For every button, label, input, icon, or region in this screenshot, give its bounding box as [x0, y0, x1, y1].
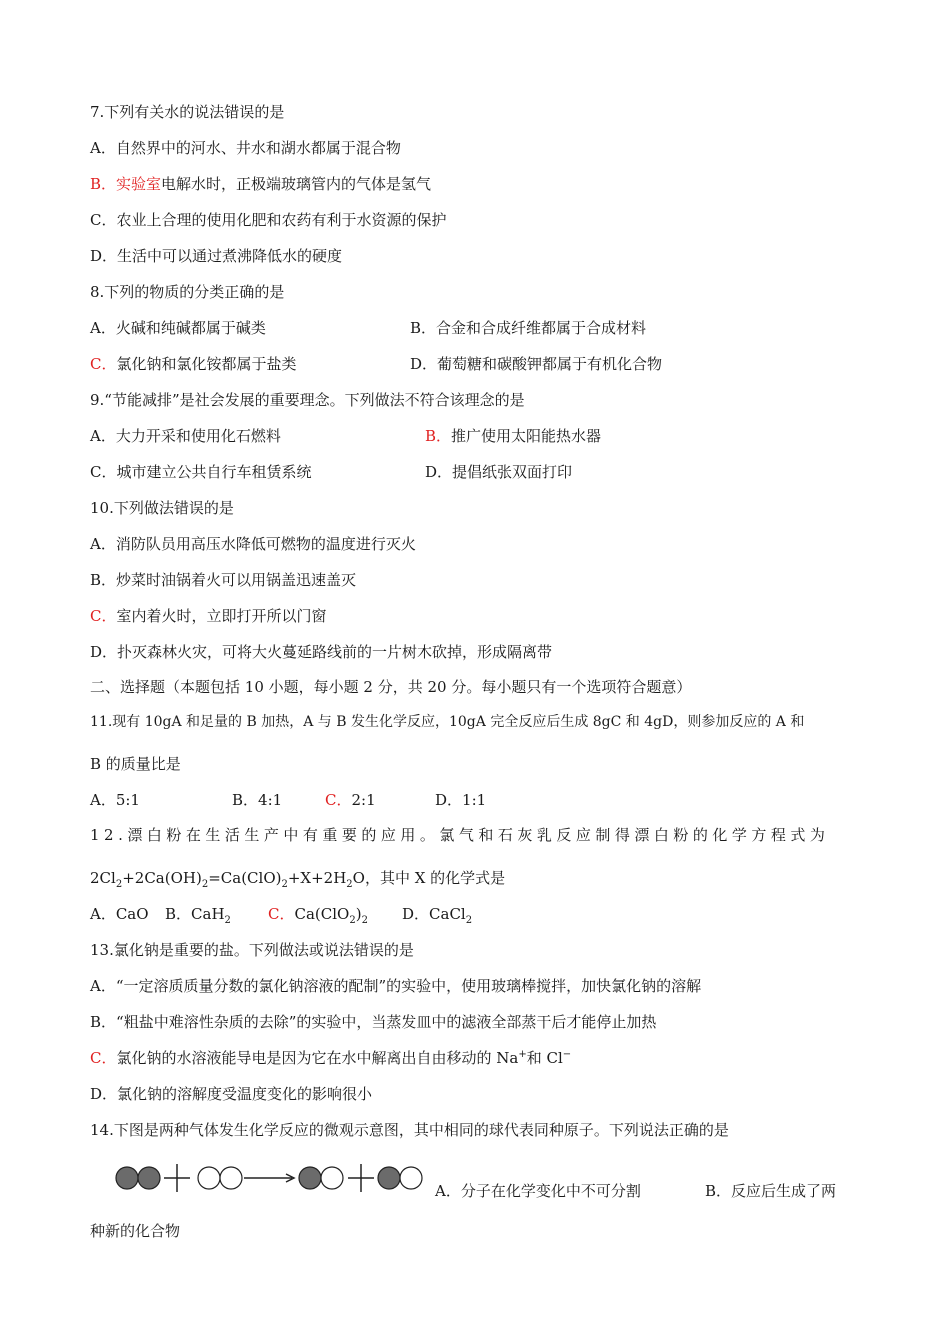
- q12-eq-part: 2Cl: [90, 869, 116, 887]
- q9-row-ab: [90, 426, 890, 446]
- q10-option-c-text: 室内着火时，立即打开所以门窗: [116, 607, 327, 625]
- q12-option-b: [165, 904, 231, 924]
- q12-option-b-sub: 2: [224, 915, 231, 926]
- q12-stem-line1: 12.漂白粉在生活生产中有重要的应用。氯气和石灰乳反应制得漂白粉的化学方程式为: [90, 826, 830, 844]
- q9-option-b-letter: B．: [425, 427, 452, 445]
- q12-eq-sub: 2: [346, 879, 353, 890]
- q11-option-a: A．5:1: [90, 791, 140, 809]
- q9-option-b: [425, 426, 601, 446]
- q12-eq-sub: 2: [115, 879, 123, 890]
- q11-stem-line1: 11.现有 10gA 和足量的 B 加热，A 与 B 发生化学反应，10gA 完全反应后生成 8gC 和 4gD，则参加反应的 A 和: [90, 714, 805, 730]
- q9-stem: 9.“节能减排”是社会发展的重要理念。下列做法不符合该理念的是: [90, 391, 525, 409]
- q9-option-b-text: 推广使用太阳能热水器: [451, 427, 602, 445]
- q11-stem-line2: B 的质量比是: [90, 755, 181, 773]
- q12-options: [90, 904, 590, 924]
- q8-option-a: A．火碱和纯碱都属于碱类: [90, 319, 266, 337]
- q13-option-b: B．“粗盐中难溶性杂质的去除”的实验中，当蒸发皿中的滤液全部蒸干后才能停止加热: [90, 1013, 657, 1031]
- q8-option-c: 氯化钠和氯化铵都属于盐类: [116, 355, 297, 373]
- reactant-molecule-2: [198, 1167, 242, 1189]
- q12-option-c-end-sub: 2: [361, 915, 368, 926]
- q9-option-c: C．城市建立公共自行车租赁系统: [90, 463, 312, 481]
- q7-option-a: A．自然界中的河水、井水和湖水都属于混合物: [90, 139, 401, 157]
- q13-option-c-sup: −: [562, 1049, 572, 1060]
- q11-option-b: B．4:1: [232, 791, 283, 809]
- product-molecule-1: [299, 1167, 343, 1189]
- q10-option-a: A．消防队员用高压水降低可燃物的温度进行灭火: [90, 535, 416, 553]
- q14-option-a: A．分子在化学变化中不可分割: [435, 1182, 641, 1200]
- q12-eq-part: +2Ca(OH): [122, 869, 202, 887]
- q12-option-a: A．CaO: [90, 905, 149, 923]
- q13-option-c-sup: +: [518, 1049, 527, 1060]
- reactant-molecule-1: [116, 1167, 160, 1189]
- q12-option-b-text: B．CaH: [165, 905, 225, 923]
- q7-stem: 7.下列有关水的说法错误的是: [90, 103, 285, 121]
- q12-option-c-sub: 2: [349, 915, 356, 926]
- q8-option-d: D．葡萄糖和碳酸钾都属于有机化合物: [410, 355, 663, 373]
- q13-option-c: [90, 1048, 571, 1068]
- q9-row-cd: [90, 462, 890, 482]
- q8-row-ab: [90, 318, 890, 338]
- plus-sign: [164, 1164, 190, 1192]
- q10-option-b: B．炒菜时油锅着火可以用锅盖迅速盖灭: [90, 571, 357, 589]
- q11-options: [90, 790, 590, 810]
- q11-option-c-letter: C．: [325, 791, 352, 809]
- section-2-heading: 二、选择题（本题包括 10 小题，每小题 2 分，共 20 分。每小题只有一个选项符合题意）: [90, 678, 692, 696]
- q12-option-d-sub: 2: [465, 915, 473, 926]
- q12-eq-sub: 2: [201, 879, 209, 890]
- q11-option-c: [325, 790, 376, 810]
- q12-eq-part: O，其中 X 的化学式是: [352, 869, 506, 887]
- q12-option-d: [402, 904, 472, 924]
- q8-stem: 8.下列的物质的分类正确的是: [90, 283, 285, 301]
- q13-option-c-text: 氯化钠的水溶液能导电是因为它在水中解离出自由移动的 Na: [116, 1049, 519, 1067]
- q9-option-d: D．提倡纸张双面打印: [425, 463, 573, 481]
- q12-eq-sub: 2: [281, 879, 288, 890]
- q10-option-c-letter: C．: [90, 607, 117, 625]
- q10-option-c: [90, 606, 327, 626]
- q8-option-b: B．合金和合成纤维都属于合成材料: [410, 319, 647, 337]
- q7-option-b-text: 电解水时，正极端玻璃管内的气体是氢气: [161, 175, 432, 193]
- q11-option-c-text: 2:1: [351, 791, 376, 809]
- product-molecule-2: [378, 1167, 422, 1189]
- q8-row-cd: [90, 354, 890, 374]
- q14-option-b: B．反应后生成了两: [705, 1182, 837, 1200]
- q12-option-c: [268, 904, 368, 924]
- q14-options: [435, 1181, 875, 1201]
- q7-option-c: C．农业上合理的使用化肥和农药有利于水资源的保护: [90, 211, 447, 229]
- q7-option-d: D．生活中可以通过煮沸降低水的硬度: [90, 247, 343, 265]
- q10-option-d: D．扑灭森林火灾，可将大火蔓延路线前的一片树木砍掉，形成隔离带: [90, 643, 553, 661]
- q13-option-c-mid: 和 Cl: [526, 1049, 563, 1067]
- q7-option-b-marked: 实验室: [116, 175, 162, 193]
- q12-eq-part: =Ca(ClO): [208, 869, 282, 887]
- q12-eq-part: +X+2H: [287, 869, 347, 887]
- reaction-arrow: [244, 1174, 294, 1182]
- q8-option-c-letter: C．: [90, 355, 117, 373]
- q14-stem: 14.下图是两种气体发生化学反应的微观示意图，其中相同的球代表同种原子。下列说法正确的是: [90, 1121, 729, 1139]
- plus-sign: [348, 1164, 374, 1192]
- q13-option-d: D．氯化钠的溶解度受温度变化的影响很小: [90, 1085, 373, 1103]
- reaction-diagram: [114, 1163, 424, 1193]
- q13-option-a: A．“一定溶质质量分数的氯化钠溶液的配制”的实验中，使用玻璃棒搅拌，加快氯化钠的溶解: [90, 977, 702, 995]
- q12-option-c-letter: C．: [268, 905, 295, 923]
- q13-stem: 13.氯化钠是重要的盐。下列做法或说法错误的是: [90, 941, 414, 959]
- q14-option-b-continued: 种新的化合物: [90, 1222, 181, 1240]
- q9-option-a: A．大力开采和使用化石燃料: [90, 427, 281, 445]
- q12-option-d-text: D．CaCl: [402, 905, 466, 923]
- q12-option-c-text: Ca(ClO: [294, 905, 350, 923]
- q7-option-b-letter: B．: [90, 175, 117, 193]
- q11-option-d: D．1:1: [435, 791, 487, 809]
- q12-equation: [90, 868, 505, 888]
- q13-option-c-letter: C．: [90, 1049, 117, 1067]
- q12-option-c-end: ): [355, 905, 362, 923]
- q10-stem: 10.下列做法错误的是: [90, 499, 234, 517]
- q7-option-b: [90, 174, 431, 194]
